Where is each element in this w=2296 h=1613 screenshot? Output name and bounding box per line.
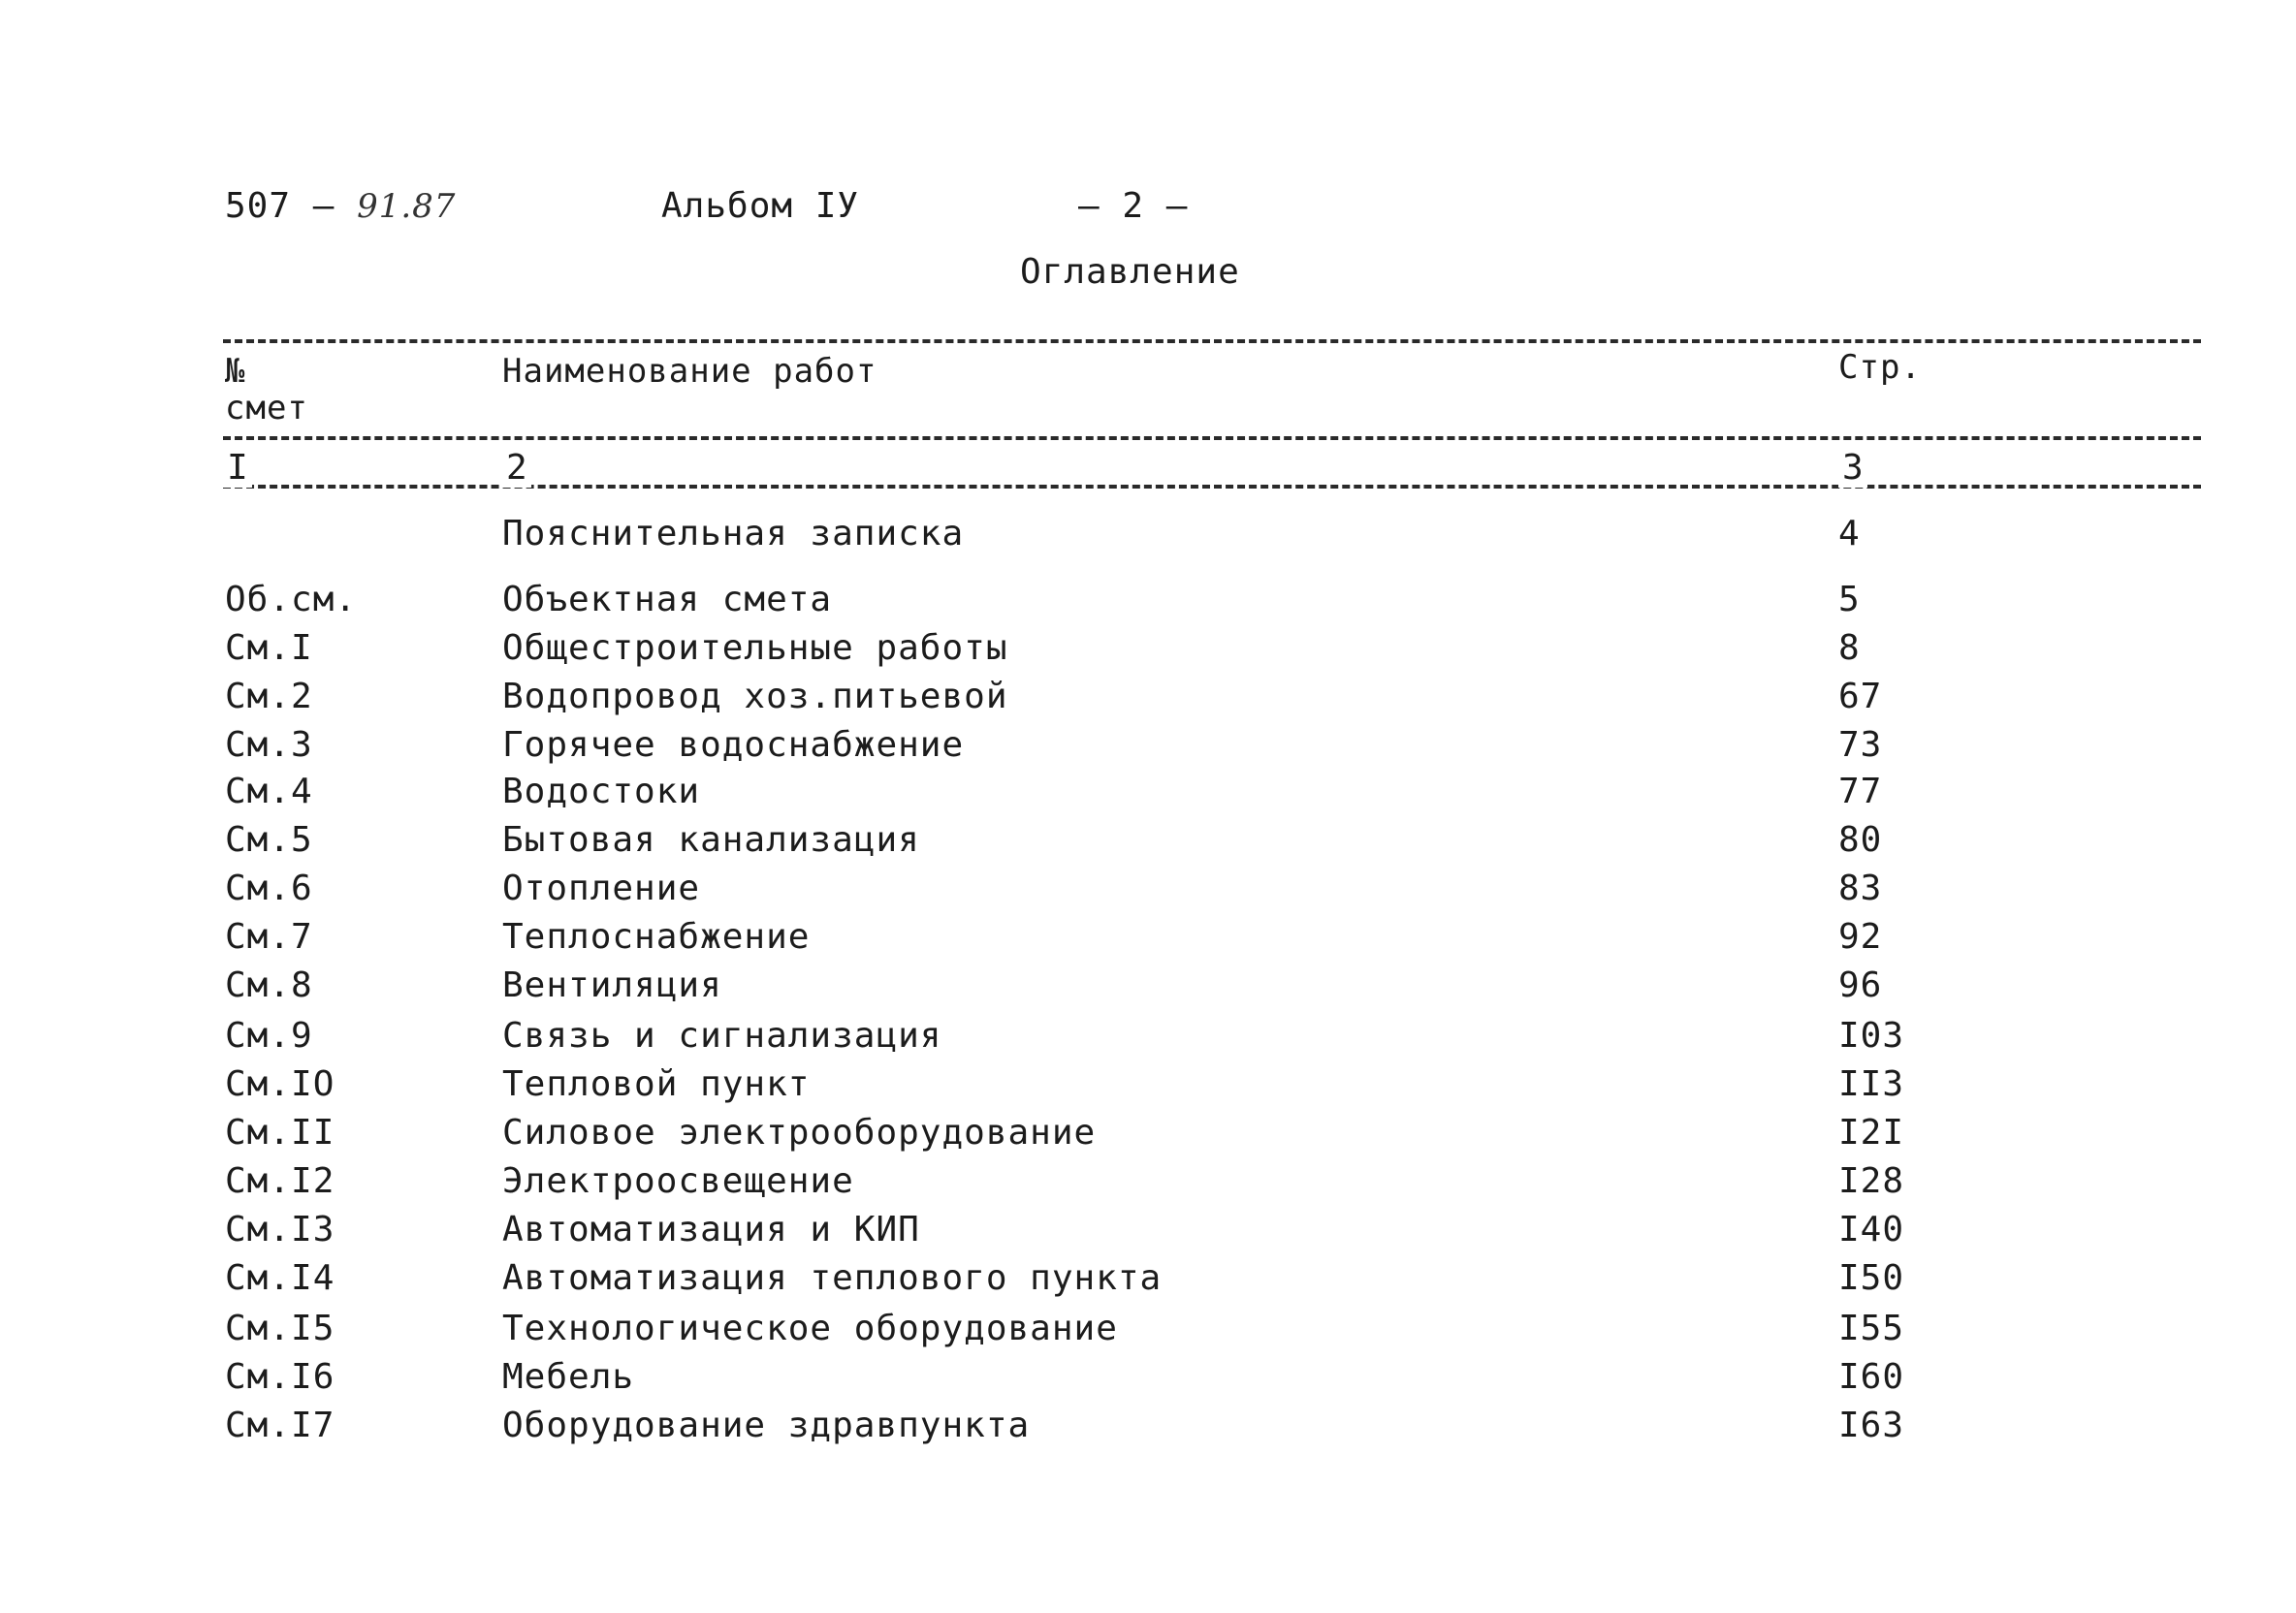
row-page-number: 4 — [1838, 514, 1861, 553]
table-row — [0, 1113, 2296, 1161]
row-page-number: 83 — [1838, 869, 1883, 908]
row-estimate-number: См.I4 — [225, 1258, 335, 1298]
column-number-3: 3 — [1838, 448, 1867, 488]
row-work-name: Автоматизация и КИП — [502, 1210, 920, 1249]
row-page-number: 96 — [1838, 965, 1883, 1005]
row-page-number: I63 — [1838, 1406, 1905, 1445]
row-work-name: Технологическое оборудование — [502, 1309, 1118, 1348]
row-page-number: I28 — [1838, 1161, 1905, 1201]
row-estimate-number: См.I6 — [225, 1357, 335, 1397]
row-estimate-number: См.4 — [225, 772, 313, 811]
row-estimate-number: См.5 — [225, 820, 313, 860]
row-work-name: Общестроительные работы — [502, 628, 1008, 668]
row-page-number: 8 — [1838, 628, 1861, 668]
table-top-rule — [223, 339, 2201, 343]
table-row — [0, 820, 2296, 869]
row-page-number: I40 — [1838, 1210, 1905, 1249]
row-estimate-number: См.3 — [225, 725, 313, 765]
row-work-name: Силовое электрооборудование — [502, 1113, 1097, 1153]
column-header-page: Стр. — [1838, 348, 1922, 387]
row-page-number: 73 — [1838, 725, 1883, 765]
table-row — [0, 869, 2296, 917]
row-estimate-number: См.I2 — [225, 1161, 335, 1201]
column-number-1: I — [223, 448, 252, 488]
row-page-number: I50 — [1838, 1258, 1905, 1298]
row-work-name: Тепловой пункт — [502, 1064, 811, 1104]
row-page-number: II3 — [1838, 1064, 1905, 1104]
document-code — [225, 186, 456, 226]
row-page-number: 5 — [1838, 580, 1861, 619]
page-number: – 2 – — [1078, 186, 1189, 226]
table-row — [0, 628, 2296, 677]
table-row — [0, 1161, 2296, 1210]
document-code-handwritten: 91.87 — [357, 187, 457, 226]
table-row — [0, 725, 2296, 774]
row-estimate-number: См.I5 — [225, 1309, 335, 1348]
table-row — [0, 1210, 2296, 1258]
row-work-name: Водопровод хоз.питьевой — [502, 677, 1008, 716]
row-estimate-number: См.6 — [225, 869, 313, 908]
table-row — [0, 1309, 2296, 1357]
table-row — [0, 1357, 2296, 1406]
row-estimate-number: См.I7 — [225, 1406, 335, 1445]
table-row — [0, 917, 2296, 965]
row-estimate-number: См.IO — [225, 1064, 335, 1104]
row-work-name: Пояснительная записка — [502, 514, 965, 553]
row-estimate-number: См.7 — [225, 917, 313, 957]
table-row — [0, 1406, 2296, 1454]
row-page-number: 92 — [1838, 917, 1883, 957]
row-work-name: Мебель — [502, 1357, 635, 1397]
row-estimate-number: См.II — [225, 1113, 335, 1153]
row-work-name: Объектная смета — [502, 580, 833, 619]
table-row — [0, 772, 2296, 820]
header-bottom-rule — [223, 436, 2201, 440]
album-label: Альбом IУ — [661, 186, 860, 226]
row-estimate-number: См.8 — [225, 965, 313, 1005]
row-work-name: Теплоснабжение — [502, 917, 811, 957]
column-header-number: № смет — [225, 352, 308, 427]
row-work-name: Связь и сигнализация — [502, 1016, 942, 1056]
row-estimate-number: См.2 — [225, 677, 313, 716]
column-number-2: 2 — [502, 448, 531, 488]
row-page-number: 67 — [1838, 677, 1883, 716]
row-work-name: Отопление — [502, 869, 701, 908]
row-estimate-number: См.9 — [225, 1016, 313, 1056]
row-work-name: Вентиляция — [502, 965, 722, 1005]
row-estimate-number: См.I — [225, 628, 313, 668]
table-row — [0, 1258, 2296, 1307]
table-row — [0, 580, 2296, 628]
row-work-name: Горячее водоснабжение — [502, 725, 965, 765]
row-page-number: I2I — [1838, 1113, 1905, 1153]
row-work-name: Электроосвещение — [502, 1161, 854, 1201]
row-page-number: I55 — [1838, 1309, 1905, 1348]
table-row — [0, 1016, 2296, 1064]
table-row — [0, 1064, 2296, 1113]
row-work-name: Автоматизация теплового пункта — [502, 1258, 1163, 1298]
row-work-name: Водостоки — [502, 772, 701, 811]
row-estimate-number: Об.см. — [225, 580, 358, 619]
row-work-name: Оборудование здравпункта — [502, 1406, 1031, 1445]
row-estimate-number: См.I3 — [225, 1210, 335, 1249]
table-row — [0, 965, 2296, 1014]
document-code-printed: 507 – — [225, 186, 335, 226]
table-row — [0, 514, 2296, 562]
row-work-name: Бытовая канализация — [502, 820, 920, 860]
row-page-number: I03 — [1838, 1016, 1905, 1056]
table-row — [0, 677, 2296, 725]
column-header-name: Наименование работ — [502, 352, 877, 391]
row-page-number: 77 — [1838, 772, 1883, 811]
row-page-number: 80 — [1838, 820, 1883, 860]
page-title: Оглавление — [1020, 252, 1240, 292]
row-page-number: I60 — [1838, 1357, 1905, 1397]
